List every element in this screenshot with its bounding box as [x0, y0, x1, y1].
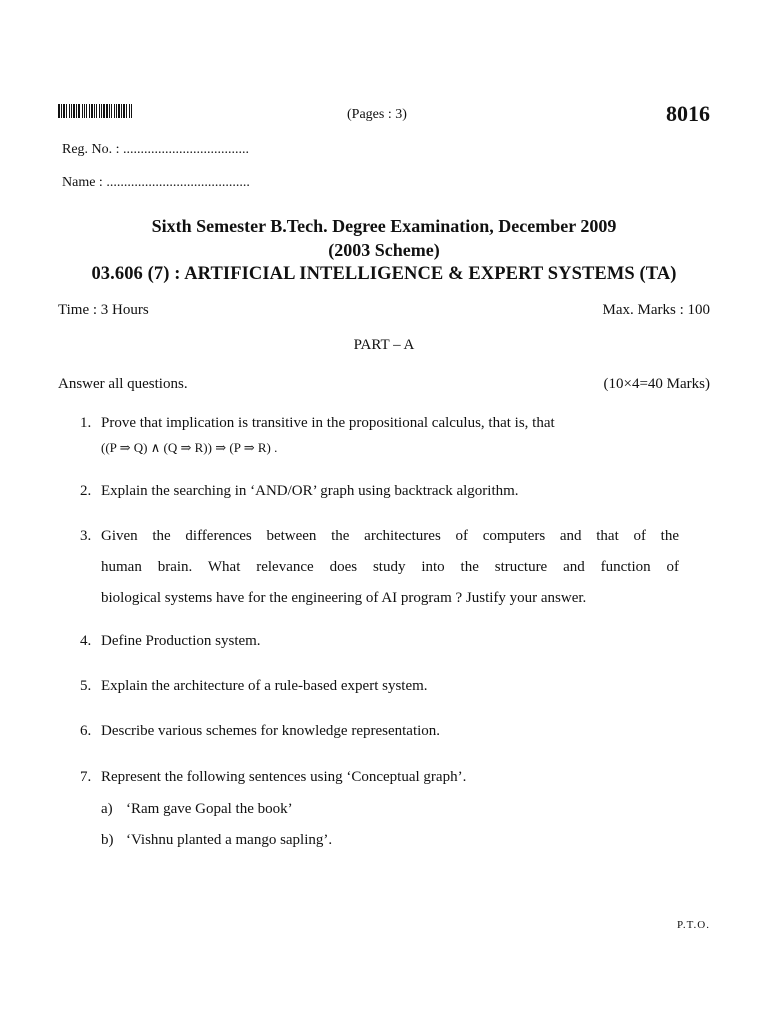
max-marks: Max. Marks : 100 [602, 302, 710, 318]
instruction-text: Answer all questions. [58, 376, 188, 392]
course-title: 03.606 (7) : ARTIFICIAL INTELLIGENCE & EXPERT SYSTEMS (TA) [91, 264, 677, 284]
question-text-line: biological systems have for the engineering of AI program ? Justify your answer. [101, 590, 587, 606]
part-heading: PART – A [353, 337, 415, 353]
question-number: 3. [80, 528, 92, 544]
question-text-line: Given the differences between the architectures of computers and that of the [101, 528, 679, 544]
exam-scheme: (2003 Scheme) [328, 240, 440, 260]
subquestion-label: b) [101, 832, 114, 848]
question-number: 5. [80, 678, 92, 694]
instruction-marks: (10×4=40 Marks) [603, 376, 710, 392]
question-number: 6. [80, 723, 92, 739]
question-text: Represent the following sentences using ‘Conceptual graph’. [101, 769, 467, 785]
question-text: Describe various schemes for knowledge representation. [101, 723, 441, 739]
time-allowed: Time : 3 Hours [58, 302, 149, 318]
barcode-bar [132, 104, 133, 118]
question-text: Explain the architecture of a rule-based expert system. [101, 678, 428, 694]
question-text-line: human brain. What relevance does study into the structure and function of [101, 559, 679, 575]
question-formula: ((P ⇒ Q) ∧ (Q ⇒ R)) ⇒ (P ⇒ R) . [101, 440, 278, 455]
question-text: Define Production system. [101, 633, 261, 649]
question-number: 7. [80, 769, 92, 785]
subquestion-text: ‘Vishnu planted a mango sapling’. [126, 832, 333, 848]
name-field: Name : ......................................... [62, 175, 250, 190]
question-text: Explain the searching in ‘AND/OR’ graph using backtrack algorithm. [101, 483, 519, 499]
exam-title: Sixth Semester B.Tech. Degree Examination, December 2009 [151, 216, 617, 236]
reg-no-field: Reg. No. : .................................... [62, 142, 250, 157]
pto-note: P.T.O. [677, 919, 710, 931]
page-count: (Pages : 3) [347, 107, 407, 122]
subquestion-text: ‘Ram gave Gopal the book’ [126, 801, 293, 817]
question-text: Prove that implication is transitive in the propositional calculus, that is, that [101, 415, 555, 431]
question-number: 1. [80, 415, 92, 431]
question-number: 4. [80, 633, 92, 649]
barcode [58, 104, 146, 118]
exam-code: 8016 [666, 101, 710, 126]
question-number: 2. [80, 483, 92, 499]
subquestion-label: a) [101, 801, 113, 817]
